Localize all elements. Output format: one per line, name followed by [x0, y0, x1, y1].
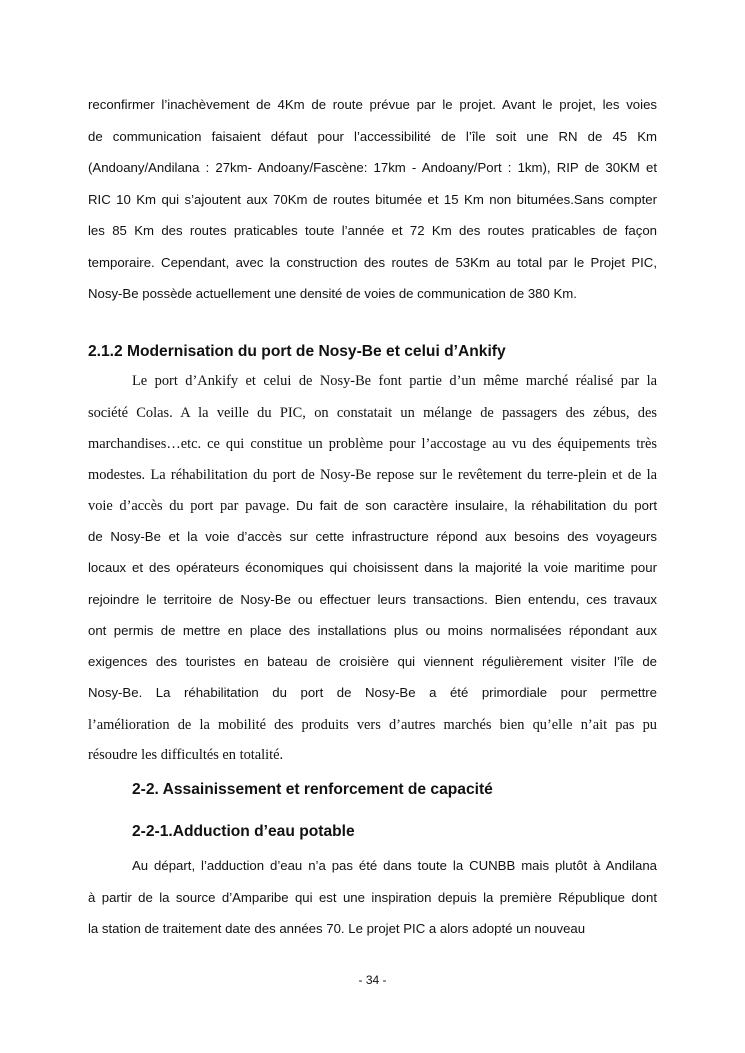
text-segment: de communication faisaient défaut pour l’accessibilité de l’île soit une RN de 45 Km [88, 129, 657, 144]
text-line [88, 466, 657, 484]
text-line [88, 159, 657, 177]
text-line [132, 857, 657, 875]
text-segment: Au départ, l’adduction d’eau n’a pas été dans toute la CUNBB mais plutôt à Andilana [132, 858, 657, 873]
text-segment: rejoindre le territoire de Nosy-Be ou effectuer leurs transactions. Bien entendu, ces travaux [88, 592, 657, 607]
text-line [132, 372, 657, 390]
text-segment: les 85 Km des routes praticables toute l’année et 72 Km des routes praticables de façon [88, 223, 657, 238]
text-line [88, 435, 657, 453]
section-heading-2-1-2: 2.1.2 Modernisation du port de Nosy-Be et celui d’Ankify [88, 343, 506, 360]
text-segment: Du fait de son caractère insulaire, la réhabilitation du port [296, 498, 657, 513]
text-line [88, 591, 657, 609]
text-segment: voie d’accès du port par pavage. [88, 498, 297, 514]
text-segment: à partir de la source d’Amparibe qui est une inspiration depuis la première République dont [88, 890, 657, 905]
text-segment: exigences des touristes en bateau de croisière qui viennent régulièrement visiter l’île de [88, 654, 657, 669]
text-segment: de Nosy-Be et la voie d’accès sur cette infrastructure répond aux besoins des voyageurs [88, 529, 657, 544]
text-line [88, 746, 657, 764]
text-line [88, 254, 657, 272]
text-line [88, 128, 657, 146]
text-segment: (Andoany/Andilana : 27km- Andoany/Fascène: 17km - Andoany/Port : 1km), RIP de 30KM et [88, 160, 657, 175]
text-line [88, 653, 657, 671]
text-line [88, 222, 657, 240]
text-segment: Nosy-Be. La réhabilitation du port de Nosy-Be a été primordiale pour permettre [88, 685, 657, 700]
text-segment: société Colas. A la veille du PIC, on constatait un mélange de passagers des zébus, des [88, 405, 657, 421]
text-segment: temporaire. Cependant, avec la construction des routes de 53Km au total par le Projet PIC, [88, 255, 657, 270]
page-number: - 34 - [358, 973, 387, 987]
text-line [88, 716, 657, 734]
text-line [88, 191, 657, 209]
text-segment: résoudre les difficultés en totalité. [88, 747, 284, 763]
section-heading-2-2-1: 2-2-1.Adduction d’eau potable [132, 823, 355, 840]
text-line [88, 404, 657, 422]
text-line [88, 285, 657, 303]
section-heading-2-2: 2-2. Assainissement et renforcement de capacité [132, 781, 493, 798]
text-segment: RIC 10 Km qui s’ajoutent aux 70Km de routes bitumée et 15 Km non bitumées.Sans compter [88, 192, 657, 207]
text-line [88, 920, 657, 938]
text-segment: modestes. La réhabilitation du port de Nosy-Be repose sur le revêtement du terre-plein et de la [88, 467, 657, 483]
text-line [88, 622, 657, 640]
text-segment: l’amélioration de la mobilité des produits vers d’autres marchés bien qu’elle n’ait pas pu [88, 717, 657, 733]
text-line [88, 528, 657, 546]
text-segment: reconfirmer l’inachèvement de 4Km de route prévue par le projet. Avant le projet, les voies [88, 97, 657, 112]
text-segment: Nosy-Be possède actuellement une densité de voies de communication de 380 Km. [88, 286, 577, 301]
text-segment: ont permis de mettre en place des installations plus ou moins normalisées répondant aux [88, 623, 657, 638]
text-line [88, 497, 657, 515]
text-line [88, 96, 657, 114]
text-line [88, 889, 657, 907]
text-segment: locaux et des opérateurs économiques qui choisissent dans la majorité la voie maritime pour [88, 560, 657, 575]
text-line [88, 684, 657, 702]
text-line [88, 559, 657, 577]
text-segment: Le port d’Ankify et celui de Nosy-Be font partie d’un même marché réalisé par la [132, 373, 657, 389]
text-segment: la station de traitement date des années 70. Le projet PIC a alors adopté un nouveau [88, 921, 586, 936]
text-segment: marchandises…etc. ce qui constitue un problème pour l’accostage au vu des équipements très [88, 436, 657, 452]
